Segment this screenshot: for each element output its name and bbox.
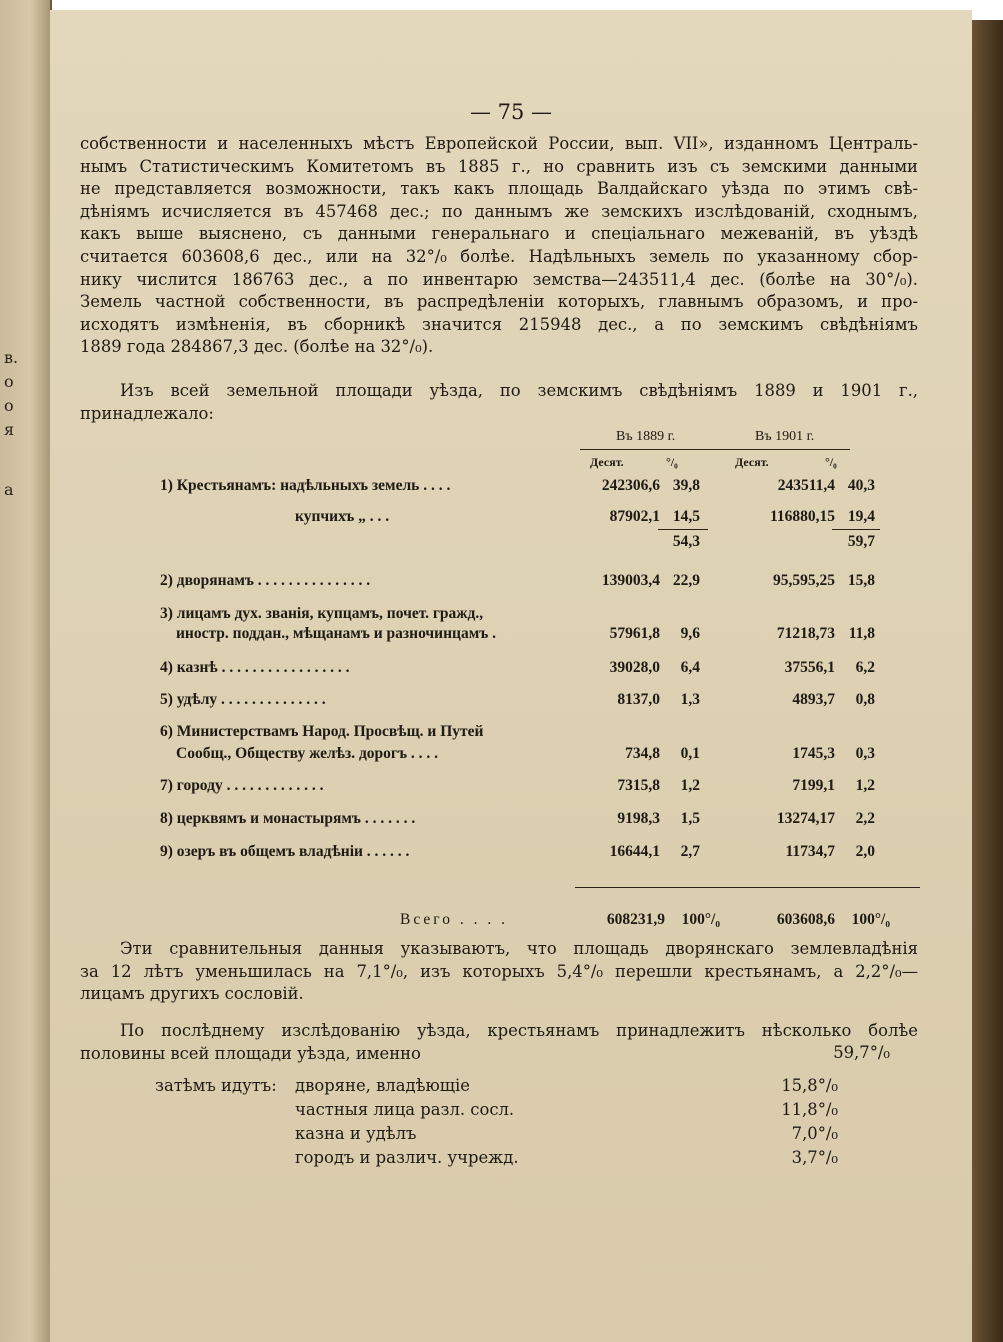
book-page xyxy=(50,10,972,1342)
summary-value: 3,7°/₀ xyxy=(791,1148,838,1167)
text-line: исходятъ измѣненія, въ сборникѣ значится 215948 дес., а по земскимъ свѣдѣніямъ xyxy=(80,314,918,334)
row-label: 5) удѣлу . . . . . . . . . . . . . . xyxy=(160,691,326,708)
col-des-1901: Десят. xyxy=(735,455,769,469)
summary-value: 7,0°/₀ xyxy=(791,1124,838,1143)
subtotal-1889: 54,3 xyxy=(672,533,700,550)
text-line: лицамъ другихъ сословій. xyxy=(80,984,304,1004)
cell-v2: 95,595,25 xyxy=(773,572,835,589)
cell-p2: 2,2 xyxy=(855,810,875,827)
row-label: 2) дворянамъ . . . . . . . . . . . . . . . xyxy=(160,572,371,589)
cell-p1: 6,4 xyxy=(680,659,700,676)
cell-p1: 9,6 xyxy=(680,625,700,642)
page-number: — 75 — xyxy=(469,100,553,124)
summary-label: городъ и различ. учрежд. xyxy=(295,1148,519,1167)
row-label: 6) Министерствамъ Народ. Просвѣщ. и Путей xyxy=(160,723,484,740)
cell-p1: 1,2 xyxy=(680,777,700,794)
cell-v1: 139003,4 xyxy=(601,572,660,589)
summary-value: 11,8°/₀ xyxy=(781,1100,838,1119)
cell-v1: 57961,8 xyxy=(609,625,660,642)
col-pct-1889: °/₀ xyxy=(666,455,678,469)
cell-v1: 16644,1 xyxy=(609,843,660,860)
cell-p2: 1,2 xyxy=(855,777,875,794)
summary-label: частныя лица разл. сосл. xyxy=(295,1100,515,1119)
summary-value: 15,8°/₀ xyxy=(781,1076,838,1095)
subtotal-1901: 59,7 xyxy=(847,533,875,550)
cell-v1: 242306,6 xyxy=(601,477,660,494)
row-label: 3) лицамъ дух. званія, купцамъ, почет. гражд., xyxy=(160,605,484,622)
subtotal-line-1889 xyxy=(658,529,708,530)
text-line: какъ выше выяснено, съ данными генеральнаго и спеціальнаго межеваній, въ уѣздѣ xyxy=(80,224,918,244)
total-p2: 100°/₀ xyxy=(851,911,890,928)
facing-page-fragment: о xyxy=(4,396,14,415)
cell-v1: 39028,0 xyxy=(609,659,660,676)
cell-p1: 14,5 xyxy=(672,508,700,525)
summary-label: казна и удѣлъ xyxy=(295,1124,417,1143)
row-label: 4) казнѣ . . . . . . . . . . . . . . . . . xyxy=(160,659,350,676)
paragraph-1 xyxy=(80,133,918,359)
paragraph-4 xyxy=(80,1020,918,1065)
total-label: Всего . . . . xyxy=(400,911,509,928)
text-line: Земель частной собственности, въ распредѣленіи которыхъ, главнымъ образомъ, и про- xyxy=(80,292,918,312)
land-distribution-table xyxy=(80,425,920,945)
cell-v2: 1745,3 xyxy=(792,745,835,762)
text-line: собственности и населенныхъ мѣстъ Европейской России, вып. VII», изданномъ Централь- xyxy=(80,134,918,153)
cell-v2: 4893,7 xyxy=(792,691,835,708)
text-line: за 12 лѣтъ уменьшилась на 7,1°/₀, изъ которыхъ 5,4°/₀ перешли крестьянамъ, а 2,2°/₀— xyxy=(80,961,918,981)
cell-v2: 7199,1 xyxy=(792,777,835,794)
text-line: Изъ всей земельной площади уѣзда, по земскимъ свѣдѣніямъ 1889 и 1901 г., xyxy=(120,381,918,400)
paragraph-2 xyxy=(80,380,918,425)
total-v2: 603608,6 xyxy=(776,911,835,928)
col-des-1889: Десят. xyxy=(590,455,624,469)
cell-v2: 116880,15 xyxy=(769,508,835,525)
facing-page-fragment: я xyxy=(4,420,15,439)
total-v1: 608231,9 xyxy=(606,911,665,928)
text-line: 1889 года 284867,3 дес. (болѣе на 32°/₀). xyxy=(80,337,434,357)
facing-page-fragment: о xyxy=(4,372,14,391)
facing-page-fragment: а xyxy=(4,480,14,499)
cell-p2: 2,0 xyxy=(855,843,875,860)
facing-page-edge xyxy=(0,0,52,1342)
cell-p1: 22,9 xyxy=(672,572,700,589)
cell-v1: 8137,0 xyxy=(617,691,660,708)
cell-p1: 0,1 xyxy=(680,745,700,762)
cell-v2: 11734,7 xyxy=(785,843,835,860)
cell-v1: 7315,8 xyxy=(617,777,660,794)
cell-p2: 0,3 xyxy=(855,745,875,762)
row-label: 1) Крестьянамъ: надѣльныхъ земель . . . . xyxy=(160,477,451,494)
text-line: половины всей площади уѣзда, именно xyxy=(80,1043,421,1063)
row-label-cont: иностр. поддан., мѣщанамъ и разночинцамъ . xyxy=(176,625,497,642)
cell-v2: 37556,1 xyxy=(784,659,835,676)
text-line: нику числится 186763 дес., а по инвентарю земства—243511,4 дес. (болѣе на 30°/₀). xyxy=(80,269,918,289)
row-label-cont: Сообщ., Обществу желѣз. дорогъ . . . . xyxy=(176,745,439,762)
total-rule xyxy=(575,887,920,888)
cell-p2: 40,3 xyxy=(847,477,875,494)
row-label: 8) церквямъ и монастырямъ . . . . . . . xyxy=(160,810,416,827)
cell-v1: 734,8 xyxy=(625,745,660,762)
paragraph-3 xyxy=(80,938,918,1006)
text-line: принадлежало: xyxy=(80,403,214,423)
book-cover-edge xyxy=(972,20,1003,1342)
cell-p2: 15,8 xyxy=(847,572,875,589)
text-line: Эти сравнительныя данныя указываютъ, что площадь дворянскаго землевладѣнія xyxy=(120,939,918,958)
text-line: дѣніямъ исчисляется въ 457468 дес.; по даннымъ же земскихъ изслѣдованій, сходнымъ, xyxy=(80,201,918,221)
cell-p1: 2,7 xyxy=(680,843,700,860)
cell-p2: 19,4 xyxy=(847,508,875,525)
cell-v2: 243511,4 xyxy=(777,477,835,494)
cell-p2: 6,2 xyxy=(855,659,875,676)
total-p1: 100°/₀ xyxy=(681,911,720,928)
summary-label: дворяне, владѣющіе xyxy=(295,1076,470,1095)
year-1901-header: Въ 1901 г. xyxy=(755,429,815,444)
cell-p1: 39,8 xyxy=(672,477,700,494)
cell-p2: 0,8 xyxy=(855,691,875,708)
row-label: 9) озеръ въ общемъ владѣніи . . . . . . xyxy=(160,843,410,860)
row-label: купчихъ „ . . . xyxy=(295,508,390,525)
cell-p1: 1,3 xyxy=(680,691,700,708)
facing-page-fragment: в. xyxy=(4,348,19,367)
cell-v2: 71218,73 xyxy=(776,625,835,642)
cell-p2: 11,8 xyxy=(848,625,875,642)
cell-v1: 9198,3 xyxy=(617,810,660,827)
text-line: считается 603608,6 дес., или на 32°/₀ болѣе. Надѣльныхъ земель по указанному сбор- xyxy=(80,246,918,266)
year-1889-header: Въ 1889 г. xyxy=(616,429,676,444)
summary-prefix: затѣмъ идутъ: xyxy=(155,1076,277,1095)
subtotal-line-1901 xyxy=(832,529,880,530)
peasant-share-value: 59,7°/₀ xyxy=(833,1043,890,1062)
cell-v1: 87902,1 xyxy=(609,508,660,525)
col-pct-1901: °/₀ xyxy=(825,455,837,469)
summary-list xyxy=(80,1072,920,1182)
row-label: 7) городу . . . . . . . . . . . . . xyxy=(160,777,324,794)
cell-p1: 1,5 xyxy=(680,810,700,827)
cell-v2: 13274,17 xyxy=(776,810,835,827)
text-line: По послѣднему изслѣдованію уѣзда, крестьянамъ принадлежитъ нѣсколько болѣе xyxy=(120,1021,918,1040)
text-line: не представляется возможности, такъ какъ площадь Валдайскаго уѣзда по этимъ свѣ- xyxy=(80,179,918,199)
text-line: нымъ Статистическимъ Комитетомъ въ 1885 г., но сравнить изъ съ земскими данными xyxy=(80,156,918,176)
